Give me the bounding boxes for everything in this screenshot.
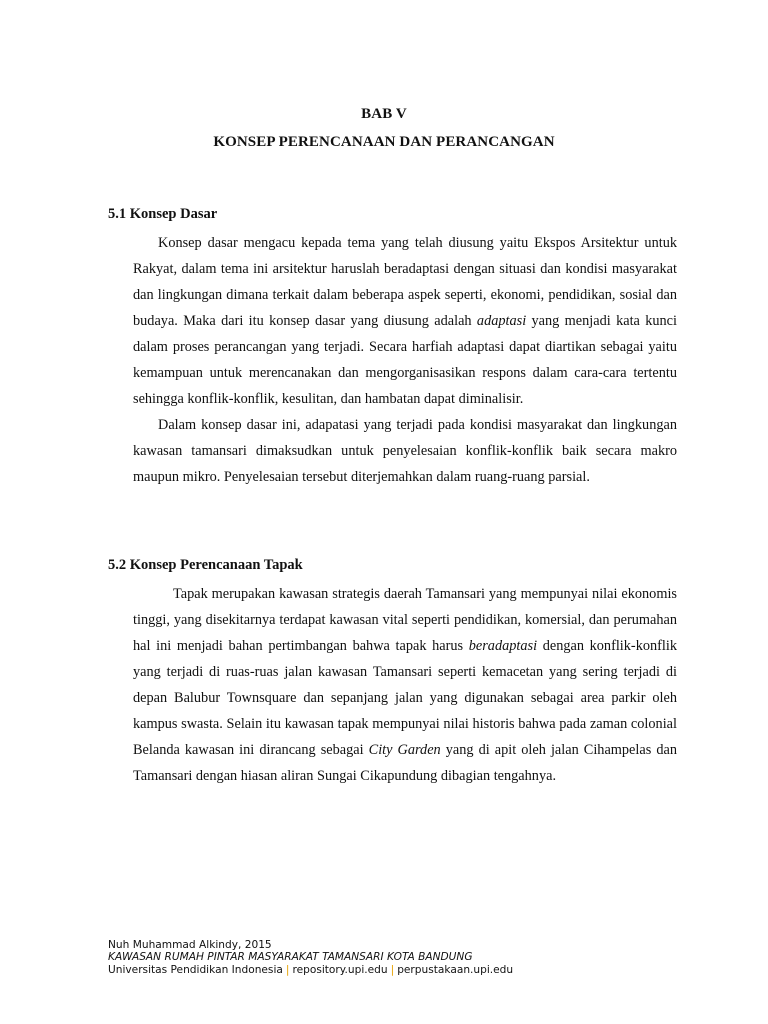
footer-separator: | — [285, 963, 290, 976]
paragraph-text: yang di apit oleh jalan Cihampelas dan Tamansari dengan hiasan aliran Sungai Cikapundung dibagian tengahnya. — [133, 742, 677, 784]
paragraph: Dalam konsep dasar ini, adapatasi yang terjadi pada kondisi masyarakat dan lingkungan kawasan tamansari dimaksudkan untuk penyelesaian konflik-konflik baik secara makro maupun mikro. Penyelesaian tersebut diterjemahkan dalam ruang-ruang parsial. — [133, 417, 677, 485]
italic-term: beradaptasi — [468, 638, 538, 654]
chapter-title: KONSEP PERENCANAAN DAN PERANCANGAN — [213, 134, 555, 150]
page-footer — [108, 939, 513, 976]
section-body-5-1 — [133, 230, 677, 490]
paragraph-text: Konsep dasar mengacu kepada tema yang telah diusung yaitu Ekspos Arsitektur untuk Rakyat, dalam tema ini arsitektur haruslah beradaptasi dengan situasi dan kondisi masyarakat dan lingkungan dimana terkait dalam beberapa aspek seperti, ekonomi, pendidikan, sosial dan budaya. Maka dari itu konsep dasar yang diusung adalah — [133, 235, 677, 329]
paragraph — [133, 581, 677, 789]
paragraph-text: dengan konflik-konflik yang terjadi di ruas-ruas jalan kawasan Tamansari seperti kemacetan yang sering terjadi di depan Balubur Townsquare dan sepanjang jalan yang digunakan sebagai area parkir oleh kampus swasta. Selain itu kawasan tapak mempunyai nilai historis bahwa pada zaman colonial Belanda kawasan ini dirancang sebagai — [133, 638, 677, 758]
footer-work-title: KAWASAN RUMAH PINTAR MASYARAKAT TAMANSARI KOTA BANDUNG — [108, 951, 473, 964]
paragraph-text: yang menjadi kata kunci dalam proses perancangan yang terjadi. Secara harfiah adaptasi dapat diartikan sebagai yaitu kemampuan untuk merencanakan dan mengorganisasikan respons dalam cara-cara tertentu sehingga konflik-konflik, kesulitan, dan hambatan dapat diminalisir. — [133, 313, 677, 407]
section-body-5-2 — [133, 581, 677, 789]
footer-university: Universitas Pendidikan Indonesia — [108, 963, 283, 976]
section-heading-5-2: 5.2 Konsep Perencanaan Tapak — [108, 557, 303, 573]
footer-links — [108, 964, 513, 976]
footer-author: Nuh Muhammad Alkindy, 2015 — [108, 939, 272, 951]
footer-library-link[interactable]: perpustakaan.upi.edu — [397, 963, 514, 976]
italic-term: City Garden — [368, 742, 441, 758]
chapter-heading: BAB V — [361, 106, 407, 122]
paragraph-text: Tapak merupakan kawasan strategis daerah Tamansari yang mempunyai nilai ekonomis tinggi, yang disekitarnya terdapat kawasan vital seperti pendidikan, komersial, dan perumahan hal ini menjadi bahan pertimbangan bahwa tapak harus — [133, 586, 677, 654]
footer-repository-link[interactable]: repository.upi.edu — [292, 963, 388, 976]
italic-term: adaptasi — [476, 313, 527, 329]
footer-separator: | — [390, 963, 395, 976]
section-heading-5-1: 5.1 Konsep Dasar — [108, 206, 218, 222]
paragraph — [133, 230, 677, 412]
